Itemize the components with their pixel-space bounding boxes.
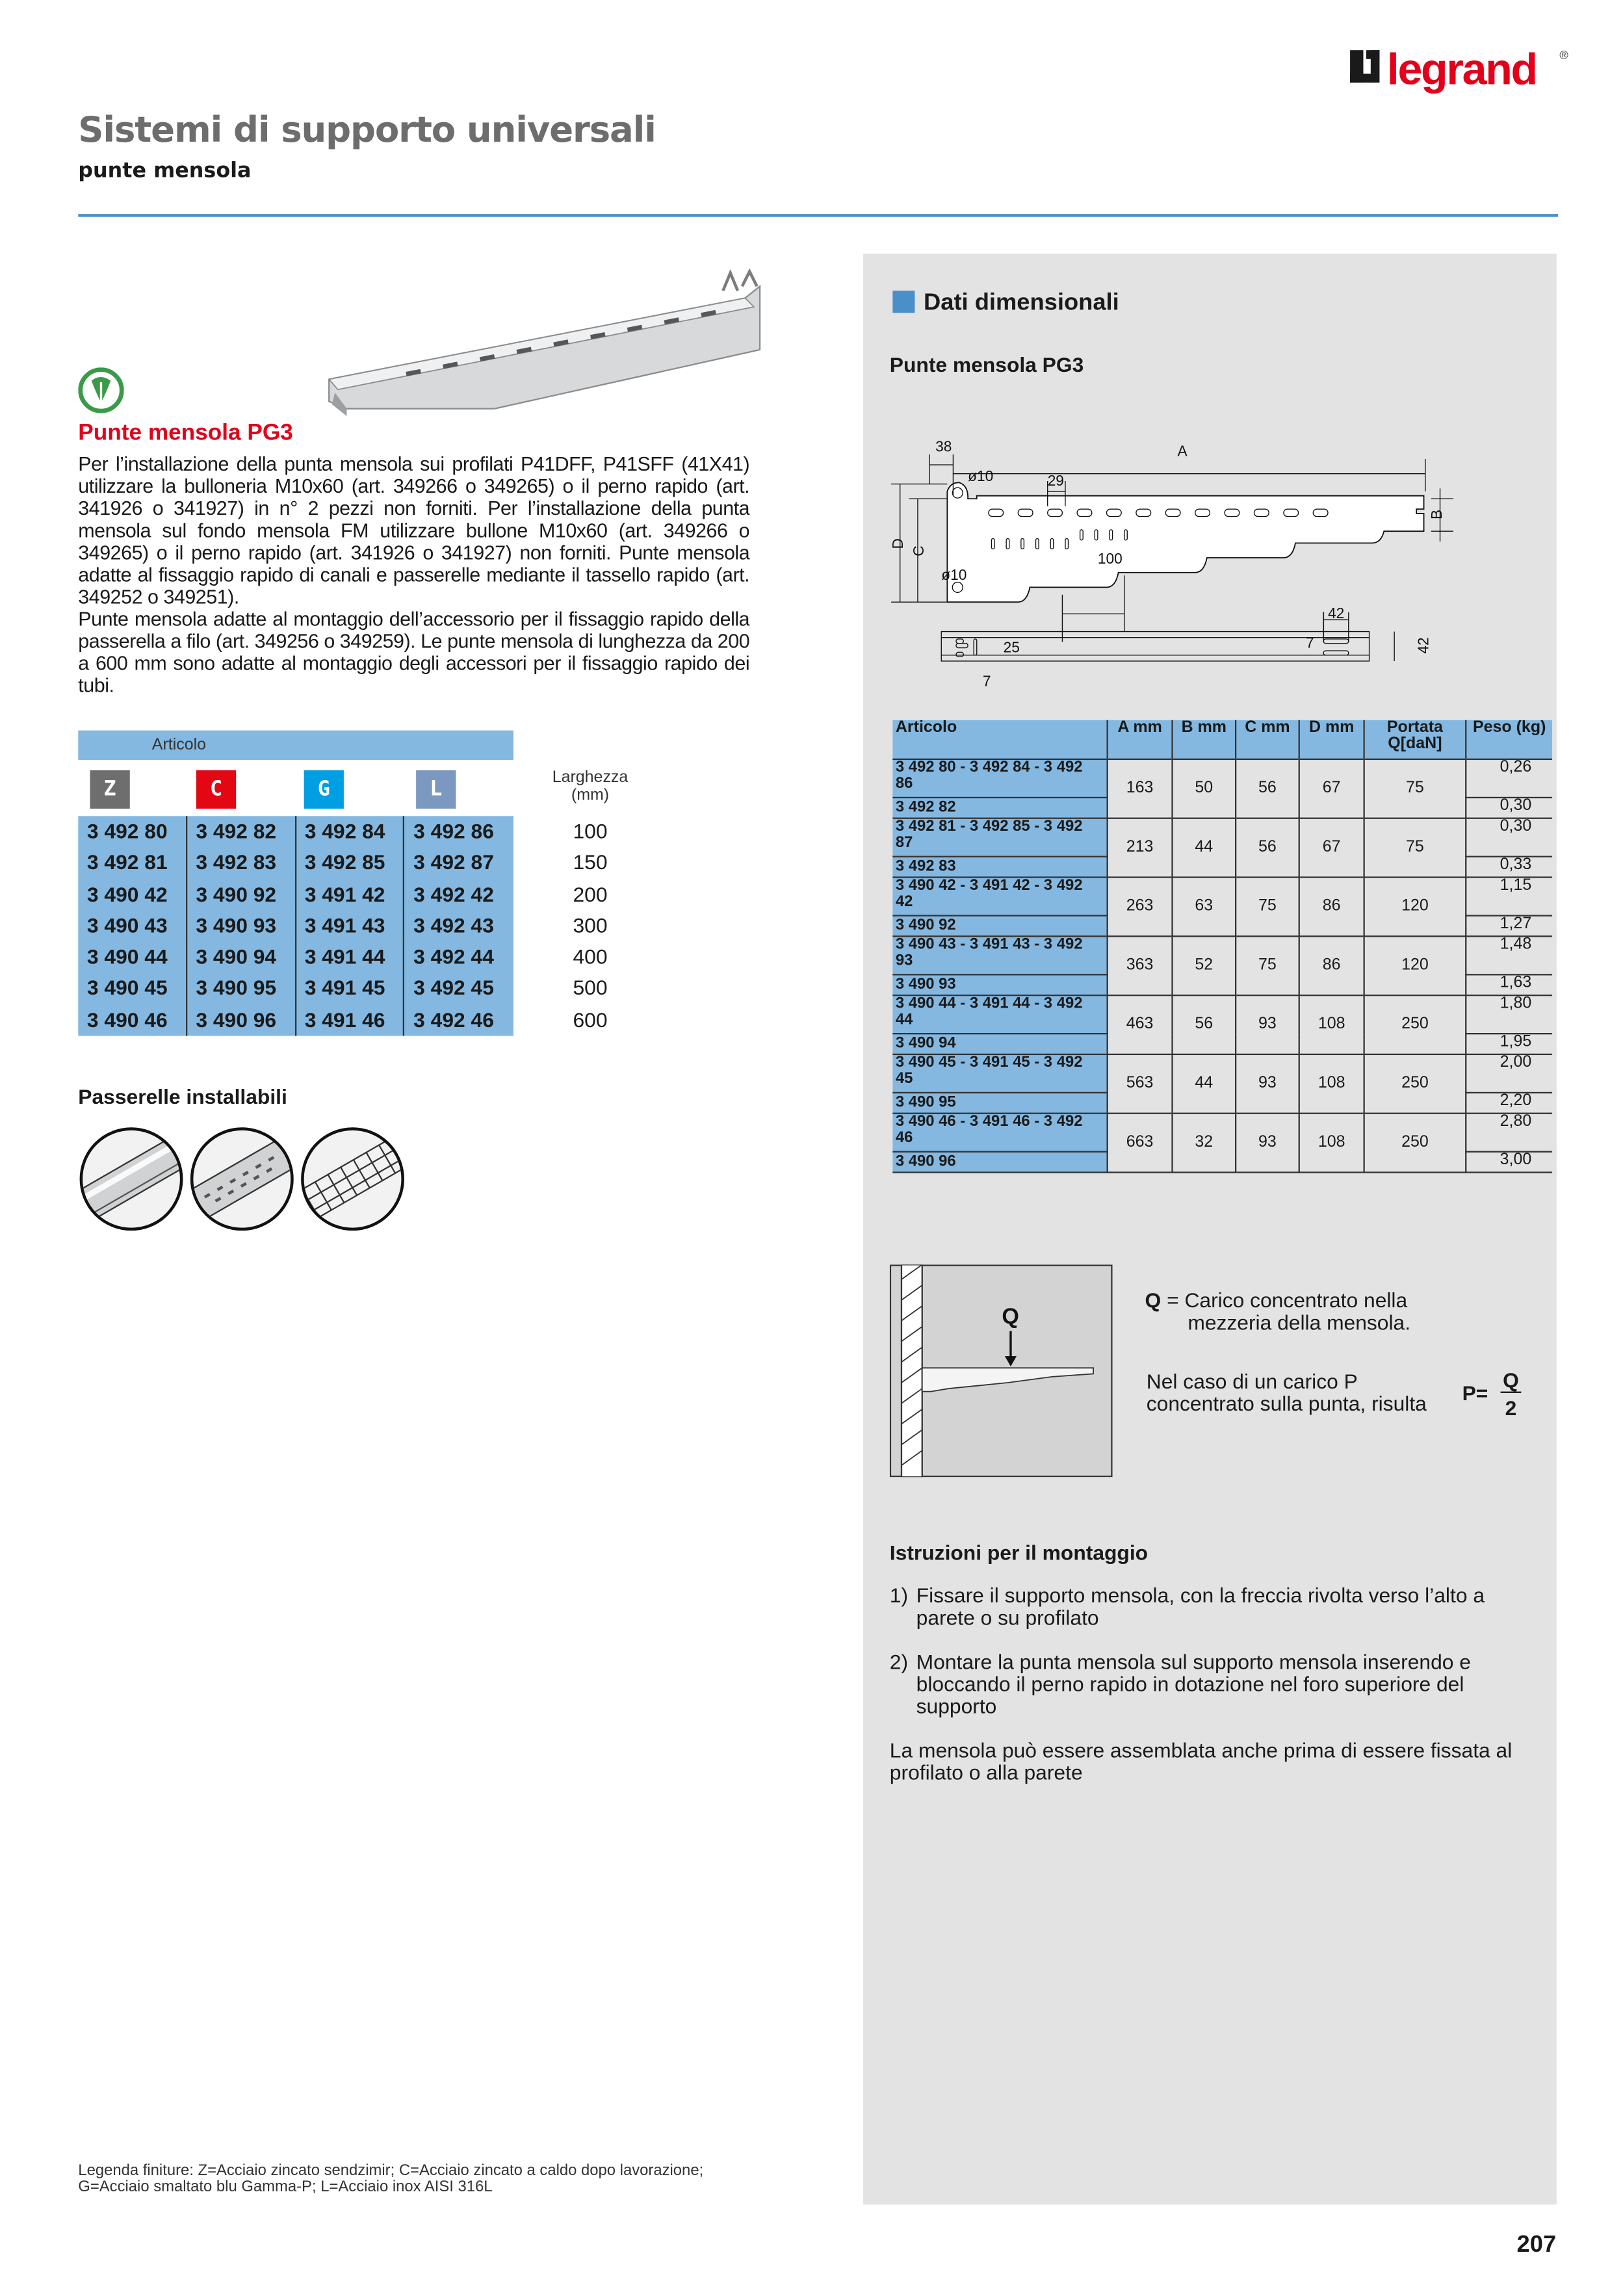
dim-b: 44 <box>1173 818 1236 878</box>
width-value: 100 <box>573 818 608 843</box>
table-row <box>78 879 513 910</box>
load-q-definition <box>1145 1290 1411 1334</box>
article-codes: 3 490 44 - 3 491 44 - 3 492 44 <box>892 995 1107 1034</box>
article-code: 3 490 95 <box>892 1093 1107 1114</box>
article-code: 3 490 93 <box>187 910 296 941</box>
page-number: 207 <box>1516 2232 1557 2258</box>
article-code: 3 492 80 <box>78 816 187 847</box>
formula-left: P= <box>1462 1381 1488 1405</box>
dim-label-100: 100 <box>1097 550 1123 567</box>
table-row <box>892 1054 1552 1093</box>
article-code: 3 490 42 <box>78 879 187 910</box>
svg-text:®: ® <box>1559 48 1568 62</box>
article-code: 3 490 92 <box>892 916 1107 937</box>
passerella-forata-image <box>190 1127 294 1231</box>
article-codes: 3 490 42 - 3 491 42 - 3 492 42 <box>892 878 1107 916</box>
articles-table <box>78 731 513 1032</box>
q-definition-line2: mezzeria della mensola. <box>1188 1310 1411 1335</box>
article-code: 3 490 96 <box>187 1004 296 1036</box>
load-diagram <box>890 1264 1113 1477</box>
formula-denominator: 2 <box>1505 1396 1517 1420</box>
column-header: A mm <box>1108 720 1173 759</box>
dim-q: 250 <box>1364 1054 1466 1114</box>
weight: 0,30 <box>1466 798 1552 818</box>
q-symbol: Q <box>1145 1288 1162 1312</box>
dimensional-table-header <box>892 720 1552 759</box>
dimension-drawing <box>885 432 1453 690</box>
article-code: 3 492 86 <box>413 818 494 843</box>
article-code: 3 491 42 <box>296 879 404 910</box>
instruction-text: Montare la punta mensola sul supporto mensola inserendo e bloccando il perno rapido in dotazione nel foro superiore del supporto <box>916 1649 1471 1718</box>
finish-badge-c: C <box>196 770 236 809</box>
weight: 0,26 <box>1466 759 1552 798</box>
article-code: 3 490 92 <box>187 879 296 910</box>
dim-label-phi-top: ø10 <box>968 467 994 485</box>
point-load-line2: concentrato sulla punta, risulta <box>1146 1391 1427 1415</box>
column-header: Portata Q[daN] <box>1364 720 1466 759</box>
article-code: 3 492 82 <box>187 816 296 847</box>
dim-label-25: 25 <box>1003 638 1020 656</box>
product-title: Punte mensola PG3 <box>78 420 293 446</box>
dim-a: 363 <box>1108 936 1173 995</box>
dim-c: 75 <box>1236 878 1299 937</box>
point-load-line1: Nel caso di un carico P <box>1146 1369 1358 1393</box>
article-code: 3 492 45 <box>413 976 494 1000</box>
width-value: 150 <box>573 850 608 874</box>
dim-a: 263 <box>1108 878 1173 937</box>
dim-d: 108 <box>1299 1054 1364 1114</box>
article-code: 3 490 95 <box>187 973 296 1004</box>
svg-text:legrand: legrand <box>1386 44 1537 94</box>
dim-b: 50 <box>1173 759 1236 818</box>
article-codes: 3 490 43 - 3 491 43 - 3 492 93 <box>892 936 1107 974</box>
header-divider <box>78 214 1558 217</box>
dim-label-d: D <box>889 538 907 549</box>
instruction-number: 1) <box>889 1583 909 1608</box>
weight: 1,27 <box>1466 916 1552 937</box>
q-definition-line1: = Carico concentrato nella <box>1161 1288 1408 1312</box>
dim-b: 63 <box>1173 878 1236 937</box>
column-header: C mm <box>1236 720 1299 759</box>
dim-q: 75 <box>1364 759 1466 818</box>
instruction-note: La mensola può essere assemblata anche prima di essere fissata al profilato o alla parete <box>889 1738 1513 1784</box>
width-value: 400 <box>573 945 608 969</box>
article-code: 3 490 96 <box>892 1152 1107 1173</box>
table-row <box>78 848 513 879</box>
table-row <box>892 995 1552 1034</box>
instruction-number: 2) <box>889 1649 909 1674</box>
article-code: 3 492 83 <box>892 857 1107 878</box>
dim-a: 163 <box>1108 759 1173 818</box>
finish-badge-z: Z <box>90 770 129 809</box>
load-q-label: Q <box>1002 1304 1019 1329</box>
article-code: 3 491 44 <box>296 942 404 973</box>
dim-label-7-bottom: 7 <box>982 672 991 690</box>
table-row <box>78 942 513 973</box>
dim-d: 108 <box>1299 1114 1364 1173</box>
dim-b: 52 <box>1173 936 1236 995</box>
dim-label-7-right: 7 <box>1305 634 1314 651</box>
width-value: 600 <box>573 1007 608 1032</box>
table-row <box>78 1004 513 1036</box>
article-code: 3 492 46 <box>413 1007 494 1032</box>
article-code: 3 491 46 <box>296 1004 404 1036</box>
table-row <box>78 816 513 847</box>
table-row <box>892 936 1552 974</box>
table-row <box>892 818 1552 857</box>
dim-d: 86 <box>1299 878 1364 937</box>
dim-q: 120 <box>1364 936 1466 995</box>
description-paragraph: Per l’installazione della punta mensola sui profilati P41DFF, P41SFF (41X41) utilizzare la bulloneria M10x60 (art. 349266 o 349265) o il perno rapido (art. 341926 o 341927) in n° 2 pezzi non forniti. Per l’installazione della punta mensola sul fondo mensola FM utilizzare bullone M10x60 (art. 349266 o 349265) o il perno rapido (art. 341926 o 341927) non forniti. Punte mensola adatte al fissaggio rapido di canali e passerelle mediante il tassello rapido (art. 349252 o 349251). <box>78 452 750 608</box>
article-code: 3 491 45 <box>296 973 404 1004</box>
width-column-header <box>534 769 647 804</box>
column-header: Articolo <box>892 720 1107 759</box>
width-value: 500 <box>573 976 608 1000</box>
instruction-item <box>890 1585 1539 1629</box>
dim-a: 663 <box>1108 1114 1173 1173</box>
instruction-text: Fissare il supporto mensola, con la freccia rivolta verso l’alto a parete o su profilato <box>916 1583 1485 1630</box>
dim-c: 93 <box>1236 1054 1299 1114</box>
dim-d: 108 <box>1299 995 1364 1054</box>
width-column <box>534 816 647 1036</box>
table-row <box>78 910 513 941</box>
instruction-item <box>890 1651 1539 1717</box>
dim-a: 463 <box>1108 995 1173 1054</box>
dim-a: 213 <box>1108 818 1173 878</box>
dim-d: 86 <box>1299 936 1364 995</box>
table-row <box>892 878 1552 916</box>
dimensional-table <box>892 720 1552 1173</box>
passerella-a-filo-image <box>301 1127 404 1231</box>
article-code: 3 490 44 <box>78 942 187 973</box>
articles-table-header: Articolo <box>78 731 513 760</box>
page-title: Sistemi di supporto universali <box>78 109 656 151</box>
article-code: 3 492 87 <box>413 850 494 874</box>
width-header-unit: (mm) <box>571 786 610 805</box>
article-code: 3 490 94 <box>892 1034 1107 1054</box>
dim-label-phi-bottom: ø10 <box>941 566 967 584</box>
article-code: 3 492 82 <box>892 798 1107 818</box>
width-value: 300 <box>573 913 608 937</box>
dimensional-subtitle: Punte mensola PG3 <box>889 352 1084 376</box>
dim-b: 44 <box>1173 1054 1236 1114</box>
dim-c: 75 <box>1236 936 1299 995</box>
weight: 1,63 <box>1466 974 1552 995</box>
table-row <box>892 759 1552 798</box>
article-code: 3 490 94 <box>187 942 296 973</box>
weight: 1,15 <box>1466 878 1552 916</box>
article-codes: 3 492 81 - 3 492 85 - 3 492 87 <box>892 818 1107 857</box>
dim-label-c: C <box>910 545 928 556</box>
eco-label-icon <box>78 367 123 413</box>
product-description <box>78 453 749 697</box>
dim-d: 67 <box>1299 759 1364 818</box>
weight: 2,80 <box>1466 1114 1552 1152</box>
column-header: B mm <box>1173 720 1236 759</box>
article-code: 3 490 43 <box>78 910 187 941</box>
column-header: Peso (kg) <box>1466 720 1552 759</box>
articles-grid <box>78 816 513 1036</box>
article-code: 3 492 85 <box>296 848 404 879</box>
weight: 3,00 <box>1466 1152 1552 1173</box>
article-code: 3 492 81 <box>78 848 187 879</box>
table-row <box>892 1114 1552 1152</box>
weight: 2,00 <box>1466 1054 1552 1093</box>
dim-d: 67 <box>1299 818 1364 878</box>
weight: 2,20 <box>1466 1093 1552 1114</box>
dim-label-42-side: 42 <box>1414 637 1432 654</box>
weight: 1,48 <box>1466 936 1552 974</box>
dim-q: 120 <box>1364 878 1466 937</box>
dim-c: 56 <box>1236 818 1299 878</box>
product-image <box>317 268 767 423</box>
formula-numerator: Q <box>1501 1370 1522 1393</box>
table-row <box>78 973 513 1004</box>
passerelle-title: Passerelle installabili <box>78 1084 287 1108</box>
article-code: 3 492 44 <box>413 945 494 969</box>
width-value: 200 <box>573 881 608 906</box>
article-code: 3 492 43 <box>413 913 494 937</box>
passerella-chiusa-image <box>80 1127 183 1231</box>
dim-q: 75 <box>1364 818 1466 878</box>
article-codes: 3 490 46 - 3 491 46 - 3 492 46 <box>892 1114 1107 1152</box>
weight: 0,30 <box>1466 818 1552 857</box>
dim-label-b: B <box>1427 509 1445 520</box>
point-load-text <box>1147 1371 1427 1415</box>
dim-q: 250 <box>1364 995 1466 1054</box>
column-header: D mm <box>1299 720 1364 759</box>
dimensional-title: Dati dimensionali <box>924 291 1119 316</box>
finish-badge-l: L <box>416 770 456 809</box>
finish-legend: Legenda finiture: Z=Acciaio zincato sendzimir; C=Acciaio zincato a caldo dopo lavorazione; G=Acciaio smaltato blu Gamma-P; L=Acciaio inox AISI 316L <box>78 2161 704 2196</box>
section-marker-icon <box>892 291 915 313</box>
weight: 0,33 <box>1466 857 1552 878</box>
width-header-label: Larghezza <box>552 768 629 787</box>
article-code: 3 492 42 <box>413 881 494 906</box>
article-codes: 3 490 45 - 3 491 45 - 3 492 45 <box>892 1054 1107 1093</box>
legrand-logo <box>1350 44 1572 103</box>
article-code: 3 492 83 <box>187 848 296 879</box>
article-codes: 3 492 80 - 3 492 84 - 3 492 86 <box>892 759 1107 798</box>
dim-q: 250 <box>1364 1114 1466 1173</box>
article-code: 3 492 84 <box>296 816 404 847</box>
dim-label-a: A <box>1177 442 1188 460</box>
dim-label-38: 38 <box>935 437 952 455</box>
instructions-title: Istruzioni per il montaggio <box>889 1540 1149 1565</box>
article-code: 3 490 45 <box>78 973 187 1004</box>
finish-badge-g: G <box>304 770 344 809</box>
page-subtitle: punte mensola <box>78 159 252 183</box>
weight: 1,95 <box>1466 1034 1552 1054</box>
weight: 1,80 <box>1466 995 1552 1034</box>
dim-a: 563 <box>1108 1054 1173 1114</box>
description-paragraph: Punte mensola adatte al montaggio dell’accessorio per il fissaggio rapido della passerella a filo (art. 349256 o 349259). Le punte mensola di lunghezza da 200 a 600 mm sono adatte al montaggio degli accessori per il fissaggio rapido dei tubi. <box>78 608 750 697</box>
dim-b: 32 <box>1173 1114 1236 1173</box>
dim-label-29: 29 <box>1047 471 1064 489</box>
article-code: 3 491 43 <box>296 910 404 941</box>
article-code: 3 490 93 <box>892 974 1107 995</box>
dim-c: 93 <box>1236 1114 1299 1173</box>
dim-c: 56 <box>1236 759 1299 818</box>
dim-c: 93 <box>1236 995 1299 1054</box>
article-code: 3 490 46 <box>78 1004 187 1036</box>
dim-label-42-top: 42 <box>1328 605 1345 622</box>
dim-b: 56 <box>1173 995 1236 1054</box>
